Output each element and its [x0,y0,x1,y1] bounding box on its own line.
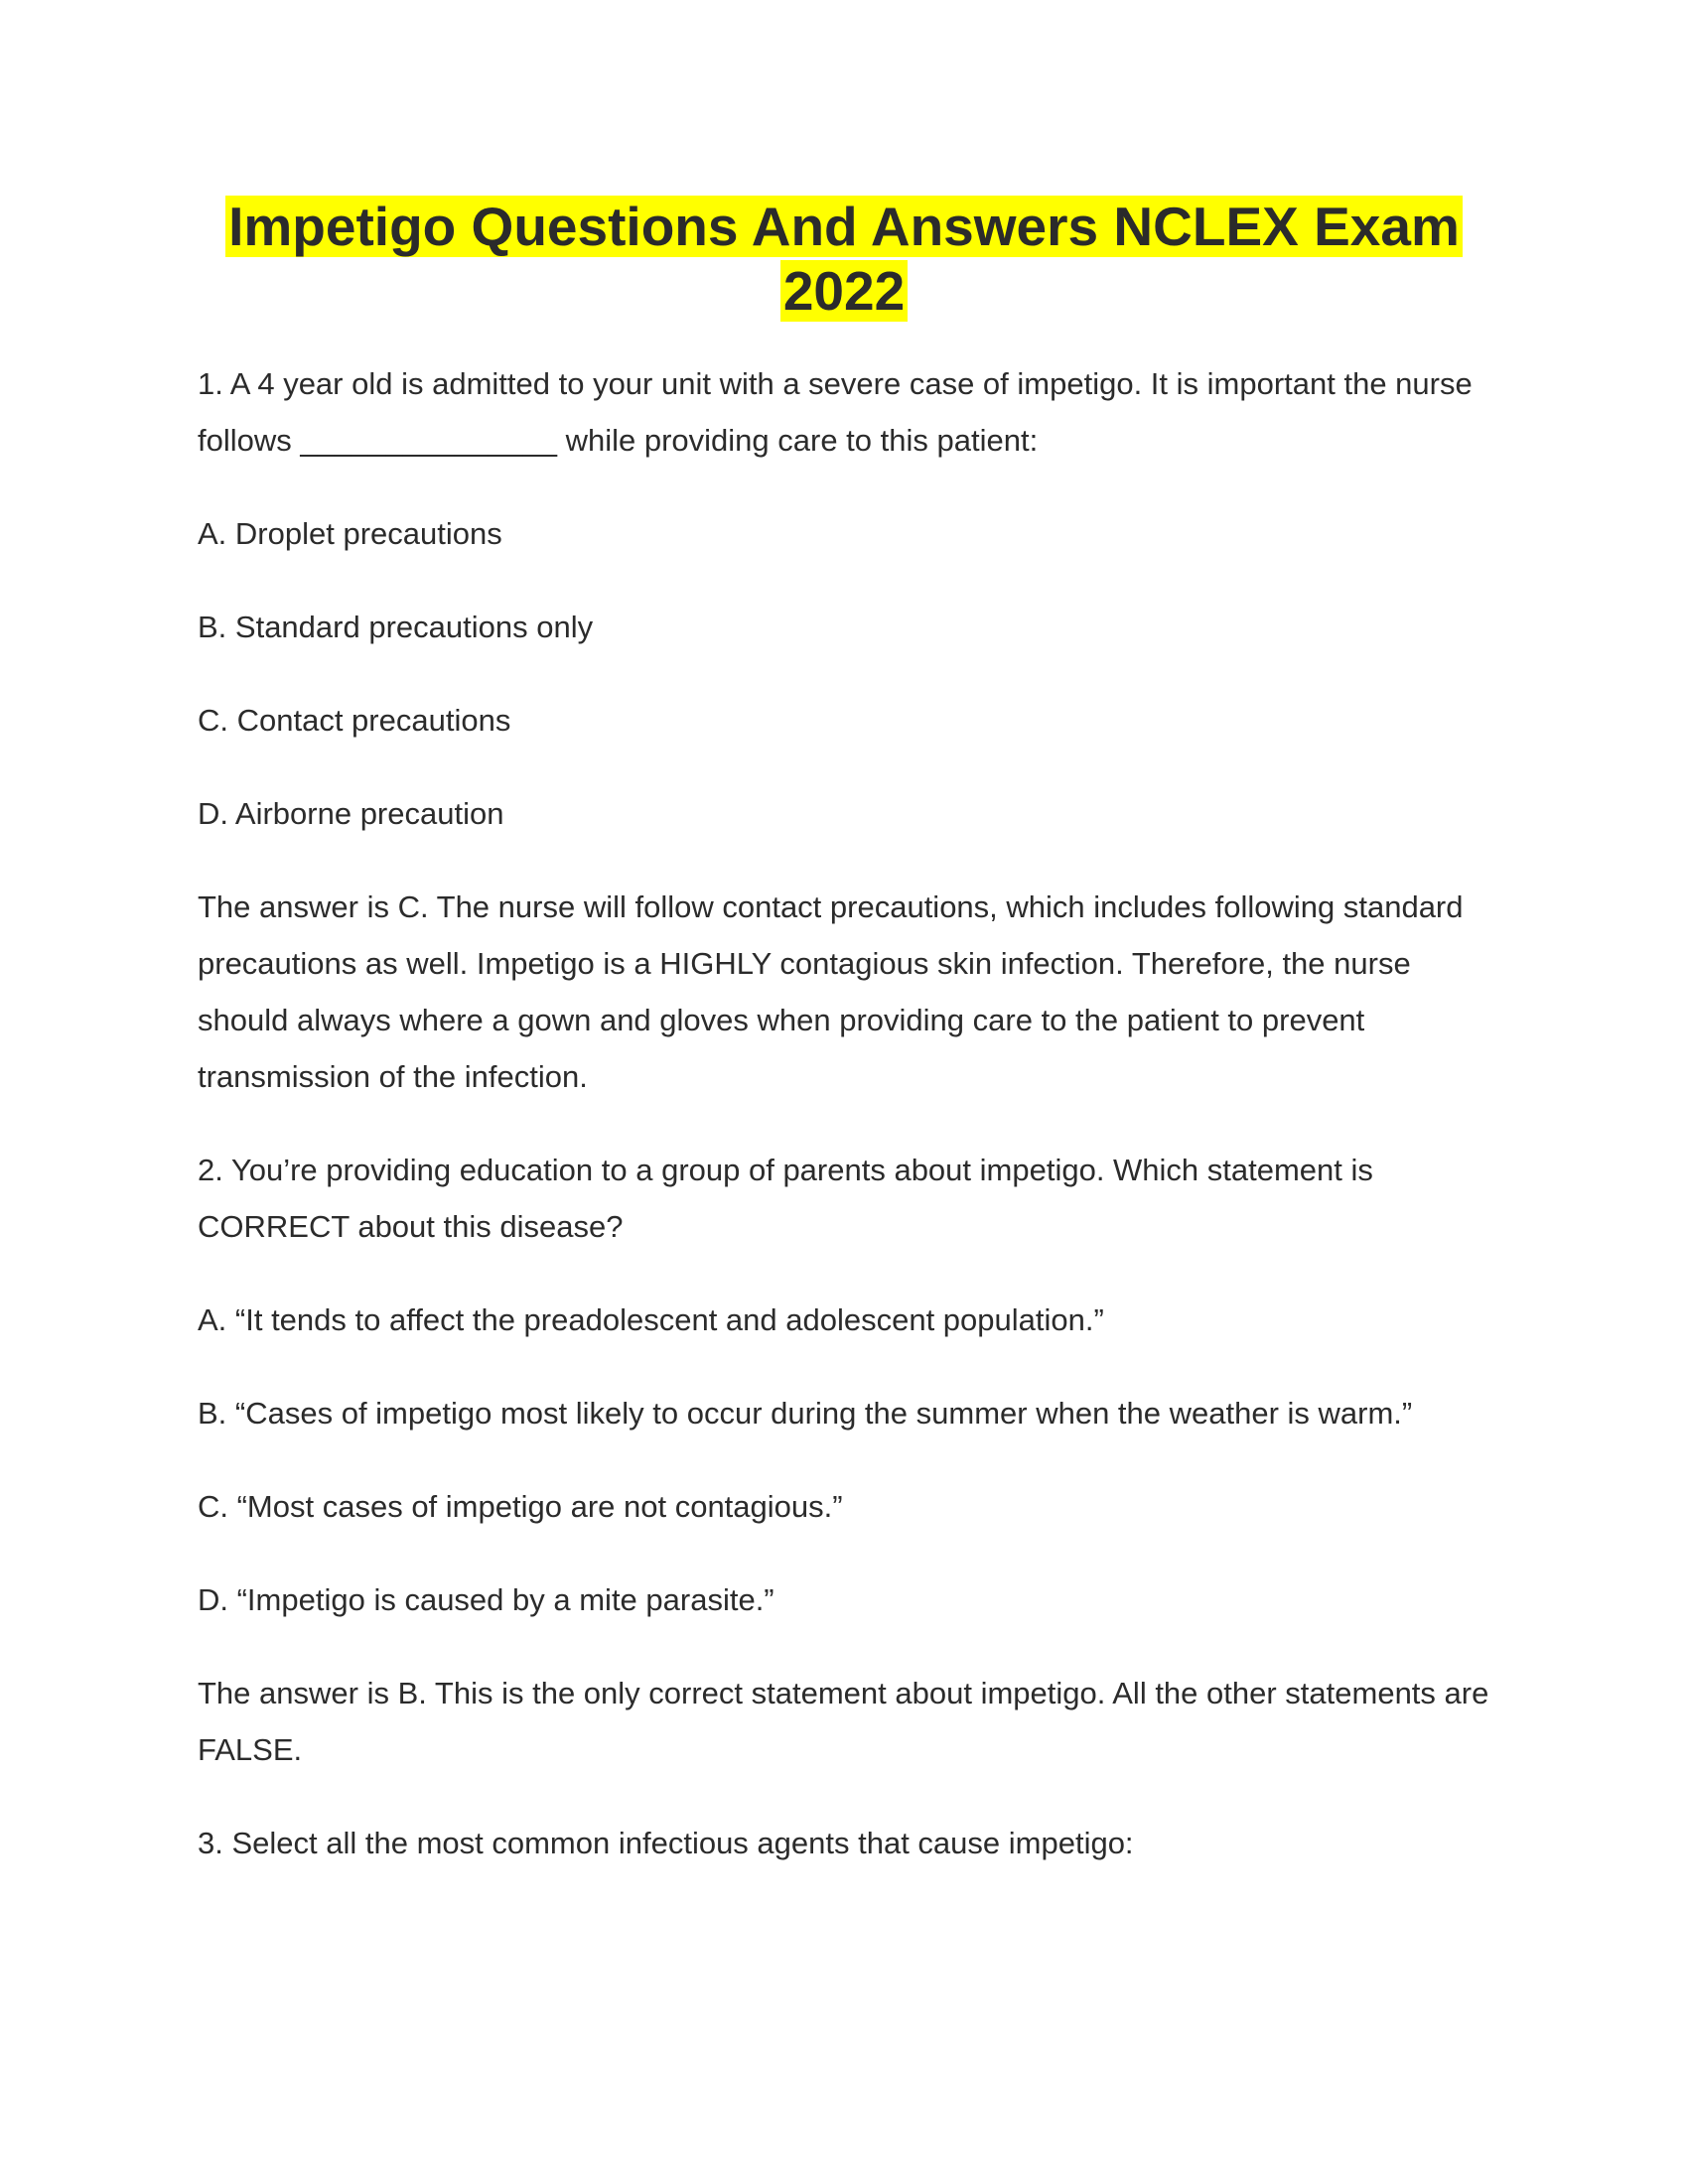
question-2-answer: The answer is B. This is the only correct statement about impetigo. All the other statements are FALSE. [198,1676,1489,1767]
title-line-2: 2022 [780,260,908,322]
document-title [149,195,1539,324]
title-line-1: Impetigo Questions And Answers NCLEX Exam [225,196,1463,257]
question-2-option-a: A. “It tends to affect the preadolescent and adolescent population.” [198,1302,1104,1337]
question-1-option-b: B. Standard precautions only [198,610,594,644]
question-2-option-b: B. “Cases of impetigo most likely to occur during the summer when the weather is warm.” [198,1396,1413,1431]
question-1-option-a: A. Droplet precautions [198,516,502,551]
question-2-text: 2. You’re providing education to a group of parents about impetigo. Which statement is CORRECT about this disease? [198,1153,1373,1244]
question-1-option-c: C. Contact precautions [198,703,511,738]
question-2-option-c: C. “Most cases of impetigo are not contagious.” [198,1489,843,1524]
question-2-option-d: D. “Impetigo is caused by a mite parasite.” [198,1582,774,1617]
document-body [198,355,1498,1908]
question-3-text: 3. Select all the most common infectious agents that cause impetigo: [198,1826,1134,1860]
question-1-answer: The answer is C. The nurse will follow contact precautions, which includes following standard precautions as well. Impetigo is a HIGHLY contagious skin infection. Therefore, the nurse should always where a gown and gloves when providing care to the patient to prevent transmission of the infection. [198,889,1464,1094]
question-1-option-d: D. Airborne precaution [198,796,504,831]
question-1-text: 1. A 4 year old is admitted to your unit with a severe case of impetigo. It is important the nurse follows _______________ while providing care to this patient: [198,366,1473,458]
